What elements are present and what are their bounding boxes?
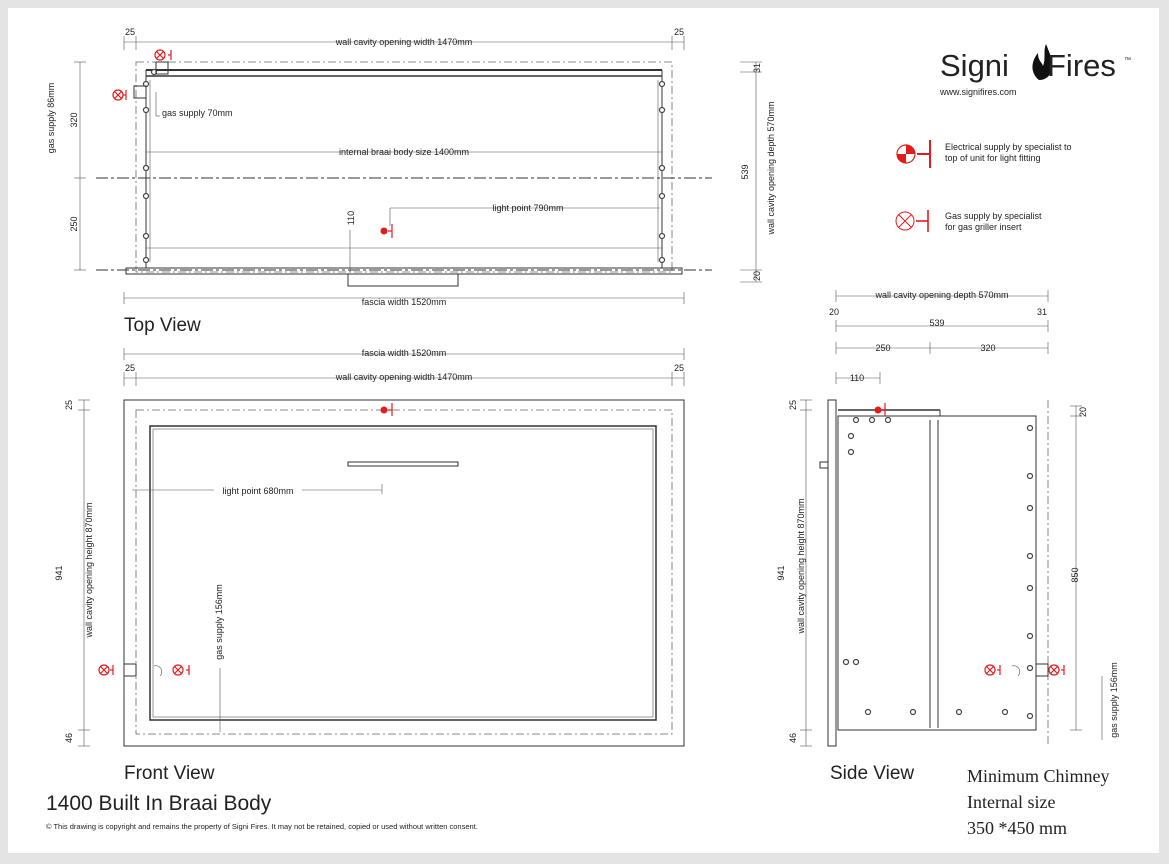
side-view-title: Side View — [830, 763, 915, 784]
brand-trademark: ™ — [1124, 57, 1131, 64]
legend — [896, 140, 1072, 232]
top-dim-25-right: 25 — [673, 27, 685, 37]
top-dim-320: 320 — [69, 112, 79, 128]
top-light-point-label: light point 790mm — [492, 203, 564, 213]
top-view-title: Top View — [124, 315, 201, 336]
brand-logo — [939, 44, 1131, 97]
chimney-note — [967, 766, 1110, 838]
side-dim-31: 31 — [1036, 307, 1048, 317]
side-dim-110: 110 — [849, 373, 865, 383]
front-gas-supply-label: gas supply 156mm — [214, 584, 224, 660]
side-dim-20-left: 20 — [828, 307, 840, 317]
side-dim-250: 250 — [875, 343, 891, 353]
front-light-point-label: light point 680mm — [222, 486, 294, 496]
side-dim-850: 850 — [1070, 567, 1080, 583]
legend-gas-label: Gas supply by specialist for gas griller insert — [945, 211, 1042, 232]
side-wall-depth-label: wall cavity opening depth 570mm — [875, 290, 1009, 300]
front-wall-height-label: wall cavity opening height 870mm — [84, 502, 94, 638]
top-fascia-label: fascia width 1520mm — [361, 297, 447, 307]
side-dim-320: 320 — [980, 343, 996, 353]
electrical-symbol-icon — [381, 224, 393, 238]
side-dim-46: 46 — [788, 732, 798, 744]
front-dim-25-right: 25 — [673, 363, 685, 373]
side-view — [776, 290, 1119, 746]
front-dim-25-left: 25 — [124, 363, 136, 373]
brand-name-left: Signi — [940, 48, 1009, 83]
top-dim-539: 539 — [740, 164, 750, 180]
top-gas-supply-70-label: gas supply 70mm — [162, 108, 233, 118]
side-dim-25: 25 — [788, 399, 798, 411]
chimney-line-3: 350 *450 mm — [967, 818, 1068, 838]
top-dim-25-left: 25 — [124, 27, 136, 37]
top-wall-width-label: wall cavity opening width 1470mm — [335, 37, 473, 47]
electrical-symbol-icon — [381, 403, 393, 416]
front-view-title: Front View — [124, 763, 215, 784]
front-dim-46: 46 — [64, 732, 74, 744]
side-dim-941: 941 — [776, 565, 786, 581]
chimney-line-1: Minimum Chimney — [967, 766, 1110, 786]
top-gas-supply-86-label: gas supply 86mm — [46, 82, 56, 154]
side-dim-20-right: 20 — [1078, 406, 1088, 418]
gas-symbol-icon — [99, 665, 113, 675]
gas-symbol-icon — [1049, 665, 1064, 675]
copyright-notice: © This drawing is copyright and remains the property of Signi Fires. It may not be retained, copied or used without written consent. — [46, 822, 478, 831]
top-view — [46, 27, 776, 307]
gas-supply-icon — [896, 210, 928, 232]
gas-symbol-icon — [113, 90, 126, 100]
front-dim-941: 941 — [54, 565, 64, 581]
gas-symbol-icon — [155, 50, 171, 60]
gas-symbol-icon — [173, 665, 189, 675]
chimney-line-2: Internal size — [967, 792, 1056, 812]
top-internal-size-label: internal braai body size 1400mm — [338, 147, 470, 157]
top-dim-31: 31 — [752, 62, 762, 74]
electrical-symbol-icon — [875, 403, 886, 416]
gas-symbol-icon — [985, 665, 1000, 675]
front-dim-25: 25 — [64, 399, 74, 411]
side-dim-539: 539 — [929, 318, 945, 328]
top-dim-110: 110 — [346, 210, 356, 226]
side-wall-height-label: wall cavity opening height 870mm — [796, 498, 806, 634]
front-fascia-label: fascia width 1520mm — [361, 348, 447, 358]
brand-website: www.signifires.com — [940, 87, 1017, 97]
top-dim-20: 20 — [752, 270, 762, 282]
electrical-supply-icon — [897, 140, 930, 168]
top-wall-depth-label: wall cavity opening depth 570mm — [766, 101, 776, 235]
side-gas-supply-label: gas supply 156mm — [1109, 662, 1119, 738]
front-view — [54, 348, 684, 746]
drawing-title: 1400 Built In Braai Body — [46, 792, 272, 815]
top-dim-250: 250 — [69, 216, 79, 232]
legend-electrical-label: Electrical supply by specialist to top of unit for light fitting — [945, 142, 1072, 163]
front-wall-width-label: wall cavity opening width 1470mm — [335, 372, 473, 382]
brand-name-right: Fires — [1047, 48, 1116, 83]
